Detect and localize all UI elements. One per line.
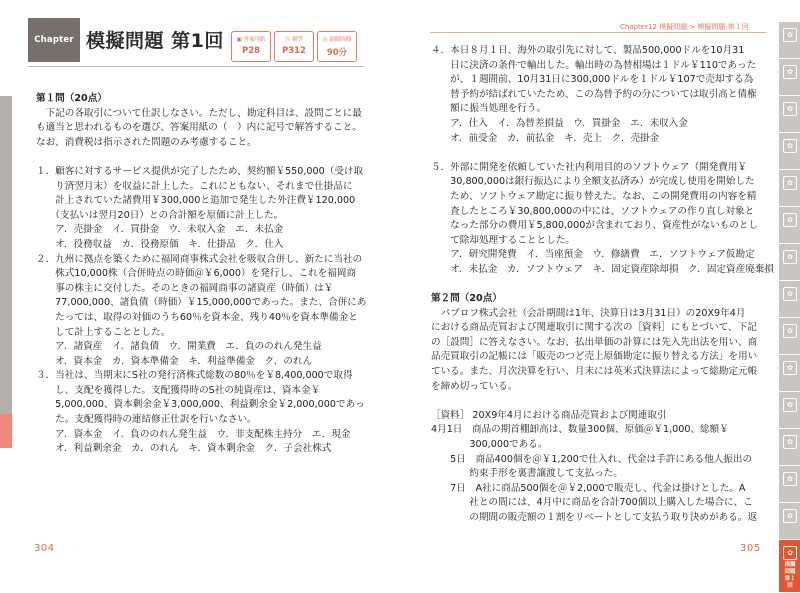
info-box-solution (274, 31, 314, 62)
right-line: の［設問］に答えなさい。なお、払出単価の計算には先入先出法を用い、商 (431, 336, 758, 348)
right-line: 日に決済の条件で輸出した。輸出時の為替相場は１ドル￥110であった (431, 59, 757, 71)
breadcrumb-divider (430, 32, 766, 33)
side-index-tab (779, 429, 800, 465)
breadcrumb: Chapter12 模擬問題 > 模擬問題 第１回 (620, 23, 749, 31)
active-tab-label: 模擬問題 第１回 (784, 562, 796, 589)
chapter-paw-icon: ✿ (783, 176, 797, 190)
left-line: オ．資本金 カ．資本準備金 キ．利益準備金 ク．のれん (36, 355, 313, 367)
right-line: 額に振当処理を行う。 (431, 103, 547, 115)
chapter-paw-icon: ✿ (783, 361, 797, 375)
right-line: 5日 商品400個を＠￥1,200で仕入れ、代金は手許にある他人振出の (431, 453, 753, 465)
time-limit-label: ◷ 制限時間 (322, 37, 352, 43)
side-index-tab (779, 318, 800, 354)
right-line: ［資料］ 20X9年4月における商品売買および関連取引 (431, 409, 667, 421)
side-index-tab (779, 281, 800, 317)
right-line: なった部分の費用￥5,800,000が含まれており、資産性がないものとし (431, 220, 759, 232)
left-line: 株式10,000株（合併時点の時価＠￥6,000）を発行し、これを福岡商 (36, 268, 357, 280)
right-line: における商品売買および関連取引に関する次の［資料］にもとづいて、下記 (431, 322, 757, 334)
chapter-paw-icon: ✿ (783, 472, 797, 486)
left-line: ３．当社は、当期末にS社の発行済株式総数の80％を￥8,400,000で取得 (36, 370, 353, 382)
right-line: の期間の販売額の１割をリベートとして支払う取り決めがある。返 (431, 512, 757, 523)
answer-sheet-label: ▣ 答案用紙 (236, 37, 266, 43)
chapter-paw-icon: ✿ (783, 324, 797, 338)
right-line: ている。また、月次決算を行い、月末には英米式決算法によって総勘定元帳 (431, 366, 758, 378)
side-index-tab-active (779, 540, 800, 592)
chapter-paw-icon: ✿ (783, 139, 797, 153)
left-line: 第１問（20点） (36, 93, 107, 104)
left-page-body (36, 92, 366, 457)
left-line (36, 150, 366, 165)
left-margin-strip (0, 96, 12, 414)
right-line: 30,800,000は銀行振込により全額支払済み）が完成し使用を開始した (431, 176, 755, 188)
right-line: 第２問（20点） (431, 293, 502, 305)
right-line: オ．前受金 カ．前払金 キ．売上 ク．売掛金 (431, 132, 660, 144)
right-line: 4月1日 商品の期首棚卸高は、数量300個、原価＠￥1,000、総額￥ (431, 424, 729, 436)
right-line (431, 146, 774, 161)
right-line: ア．研究開発費 イ．当座預金 ウ．修繕費 エ．ソフトウェア仮勘定 (431, 249, 755, 261)
right-line: 約束手形を裏書譲渡して支払った。 (431, 468, 623, 480)
side-index-tab (779, 244, 800, 280)
side-index-tab (779, 59, 800, 95)
right-line: 査したところ￥30,800,000の中には、ソフトウェアの作り直し対象と (431, 205, 755, 217)
info-box-answer-sheet (231, 31, 271, 62)
right-line: 品売買取引の記帳には「販売のつど売上原価勘定に振り替える方法」を用い (431, 351, 758, 363)
right-line: て除却処理することとした。 (431, 234, 575, 246)
left-line: ア．資本金 イ．負ののれん発生益 ウ．非支配株主持分 エ．現金 (36, 428, 351, 440)
left-line: た。支配獲得時の連結修正仕訳を行いなさい。 (36, 414, 257, 426)
right-line (431, 394, 774, 409)
right-line: 7日 A社に商品500個を＠￥2,000で販売し、代金は掛けとした。A (431, 482, 746, 494)
left-page-number: 304 (34, 543, 55, 554)
left-line: ア．売掛金 イ．買掛金 ウ．未収入金 エ．未払金 (36, 224, 284, 236)
solution-label: Ⓐ 解答 (284, 37, 304, 43)
right-line: 替予約が結ばれていたため、この為替予約の分については取引高と債権 (431, 88, 757, 100)
left-line: も適当と思われるものを選び、答案用紙の（ ）内に記号で解答すること。 (36, 122, 362, 134)
right-page-body (431, 44, 774, 526)
right-line: が、１週間前、10月31日に300,000ドルを１ドル￥107で売却する為 (431, 74, 754, 86)
left-line: たっては、取得の対価のうち60％を資本金、残り40％を資本準備金と (36, 311, 358, 323)
side-index-tab (779, 170, 800, 206)
right-line: 社との間には、4月中に商品を合計700個以上購入した場合に、こ (431, 497, 753, 509)
chapter-paw-icon: ✿ (783, 102, 797, 116)
side-index-tab (779, 207, 800, 243)
side-index-tab (779, 133, 800, 169)
chapter-paw-icon: ✿ (783, 28, 797, 42)
left-line: １．顧客に対するサービス提供が完了したため、契約額￥550,000（受け取 (36, 165, 364, 177)
page-title: 模擬問題 第1回 (86, 30, 224, 52)
right-line: 300,000である。 (431, 439, 548, 451)
right-line: ４．本日８月１日、海外の取引先に対して、製品500,000ドルを10月31 (431, 45, 745, 56)
answer-sheet-page: P28 (241, 46, 261, 56)
right-line: ア．仕入 イ．為替差損益 ウ．買掛金 エ．未収入金 (431, 117, 688, 129)
info-box-time-limit (317, 31, 357, 62)
side-index-tab (779, 466, 800, 502)
left-line: ア．諸資産 イ．諸負債 ウ．開業費 エ．負ののれん発生益 (36, 341, 322, 353)
chapter-paw-icon: ✿ (783, 546, 797, 560)
left-line: り済翌月末）を収益に計上した。これにともない、それまで仕掛品に (36, 180, 353, 192)
left-line: して計上することとした。 (36, 326, 171, 338)
side-index-tab (779, 96, 800, 132)
left-line: ２．九州に拠点を築くために福岡商事株式会社を吸収合併し、新たに当社の (36, 253, 363, 265)
right-line (431, 278, 774, 293)
right-line: を締め切っている。 (431, 380, 518, 392)
side-index-tab (779, 355, 800, 391)
chapter-paw-icon: ✿ (783, 250, 797, 264)
left-line: （支払いは翌月20日）との合計額を原価に計上した。 (36, 209, 284, 221)
chapter-paw-icon: ✿ (783, 65, 797, 79)
left-line: 77,000,000、諸負債（時価）￥15,000,000であった。また、合併にあ (36, 297, 367, 309)
chapter-paw-icon: ✿ (783, 509, 797, 523)
right-line: オ．未払金 カ．ソフトウェア キ．固定資産除却損 ク．固定資産廃棄損 (431, 263, 774, 275)
side-index-tabs (779, 22, 800, 593)
right-line: パブロフ株式会社（会計期間は1年、決算日は3月31日）の20X9年4月 (431, 307, 746, 319)
left-line: オ．利益剰余金 カ．のれん キ．資本剰余金 ク．子会社株式 (36, 443, 332, 455)
chapter-paw-icon: ✿ (783, 398, 797, 412)
left-line: 下記の各取引について仕訳しなさい。ただし、勘定科目は、設問ごとに最 (36, 107, 362, 119)
left-line: 計上されていた諸費用￥300,000と追加で発生した外注費￥120,000 (36, 195, 356, 207)
left-line: し、支配を獲得した。支配獲得時のS社の純資産は、資本金￥ (36, 384, 321, 396)
chapter-paw-icon: ✿ (783, 287, 797, 301)
chapter-paw-icon: ✿ (783, 213, 797, 227)
left-line: なお、消費税は指示された問題のみ考慮すること。 (36, 136, 257, 148)
left-margin-strip-accent (0, 414, 12, 448)
right-line: ５．外部に開発を依頼していた社内利用目的のソフトウェア（開発費用￥ (431, 161, 748, 173)
side-index-tab (779, 503, 800, 539)
side-index-tab (779, 22, 800, 58)
time-limit-value: 90分 (326, 48, 348, 58)
left-line: 5,000,000、資本剰余金￥3,000,000、利益剰余金￥2,000,000であっ (36, 399, 365, 411)
solution-page: P312 (282, 46, 306, 56)
right-line: ため、ソフトウェア勘定に振り替えた。なお、この開発費用の内容を精 (431, 190, 757, 202)
left-line: 事の株主に交付した。そのときの福岡商事の諸資産（時価）は￥ (36, 282, 334, 294)
title-divider (28, 66, 364, 67)
chapter-tab: Chapter 12 (28, 18, 80, 62)
side-index-tab (779, 392, 800, 428)
right-page-number: 305 (740, 543, 761, 554)
left-line: オ．役務収益 カ．役務原価 キ．仕掛品 ク．仕入 (36, 238, 284, 250)
chapter-paw-icon: ✿ (783, 435, 797, 449)
